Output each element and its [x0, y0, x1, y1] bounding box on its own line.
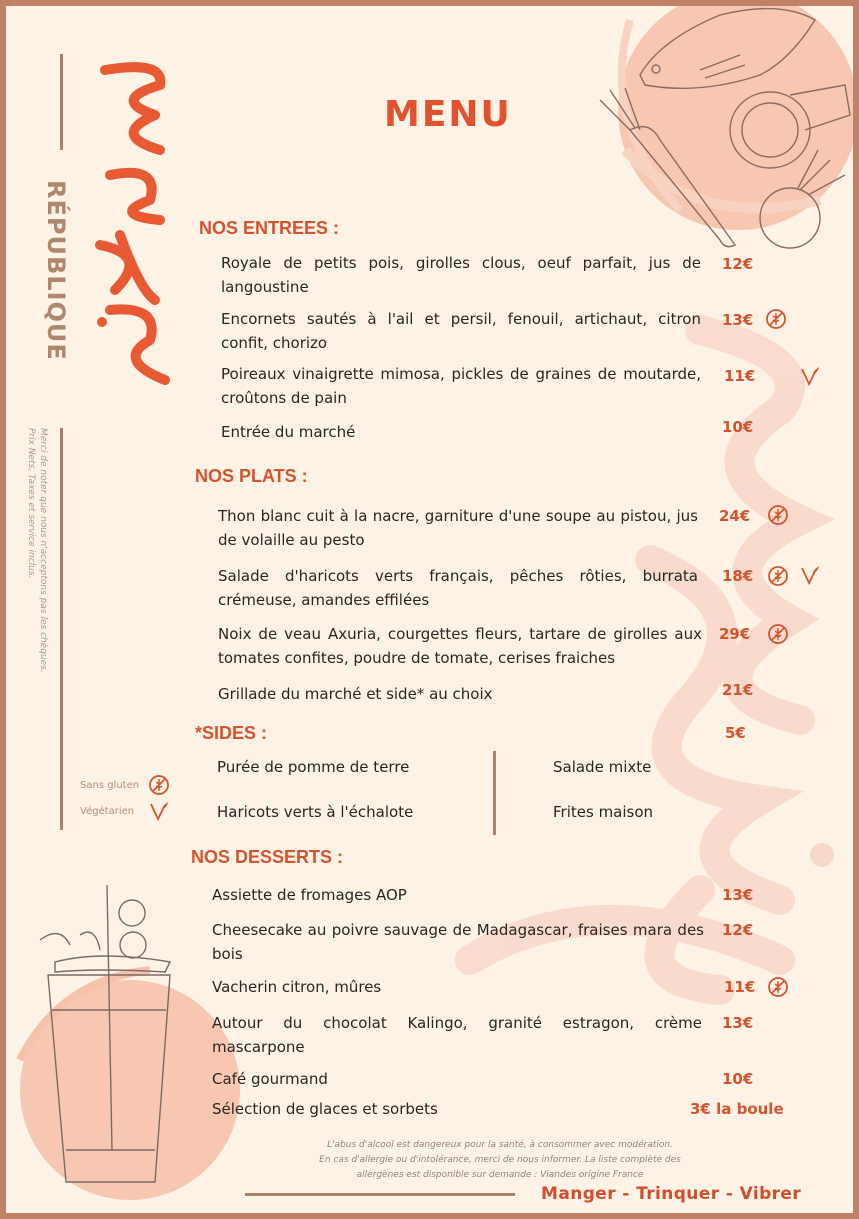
menu-item: Cheesecake au poivre sauvage de Madagascar, fraises mara des bois [212, 921, 704, 963]
menu-item: Autour du chocolat Kalingo, granité estragon, crème mascarpone [212, 1014, 702, 1056]
alcohol-warning: L'abus d'alcool est dangereux pour la santé, à consommer avec modération. [327, 1140, 673, 1150]
side-item: Salade mixte [553, 758, 652, 776]
menu-item: Entrée du marché [221, 423, 356, 441]
vegetarian-leaf-icon [148, 800, 170, 822]
vegetarian-leaf-icon [799, 365, 821, 387]
no-gluten-icon [767, 504, 789, 526]
menu-item: Poireaux vinaigrette mimosa, pickles de graines de moutarde, croûtons de pain [221, 365, 701, 407]
page-title: MENU [384, 94, 512, 135]
item-price: 11€ [724, 978, 756, 996]
menu-item: Royale de petits pois, girolles clous, oeuf parfait, jus de langoustine [221, 254, 701, 296]
section-title-entrees: NOS ENTREES : [199, 218, 340, 238]
menu-item: Café gourmand [212, 1070, 328, 1088]
brand-divider-top [60, 54, 63, 150]
no-gluten-icon [765, 308, 787, 330]
menu-item: Sélection de glaces et sorbets [212, 1100, 438, 1118]
prices-note: Prix Nets, Taxes et service inclus. [26, 428, 36, 579]
item-price: 13€ [722, 1014, 754, 1032]
vegetarian-leaf-icon [799, 564, 821, 586]
payment-note [25, 428, 49, 673]
item-price: 12€ [722, 255, 754, 273]
item-price: 29€ [719, 625, 751, 643]
allergen-list-note: allergènes est disponible sur demande : Viandes origine France [356, 1170, 644, 1180]
legend-label: Végétarien [80, 805, 135, 817]
no-gluten-icon [148, 774, 170, 796]
item-price: 3€ la boule [690, 1100, 784, 1118]
brand-divider-bottom [60, 428, 63, 830]
section-title-desserts: NOS DESSERTS : [191, 847, 344, 867]
no-cheques-note: Merci de noter que nous n'acceptons pas les chèques. [38, 428, 48, 673]
section-title-plats: NOS PLATS : [195, 466, 308, 486]
no-gluten-icon [767, 976, 789, 998]
item-price: 11€ [724, 367, 756, 385]
side-item: Haricots verts à l'échalote [217, 803, 414, 821]
no-gluten-icon [767, 565, 789, 587]
item-price: 21€ [722, 681, 754, 699]
no-gluten-icon [767, 623, 789, 645]
sides-price: 5€ [725, 724, 746, 742]
footer-disclaimer [290, 1138, 710, 1183]
side-item: Purée de pomme de terre [217, 758, 410, 776]
tagline: Manger - Trinquer - Vibrer [541, 1184, 802, 1204]
menu-item: Grillade du marché et side* au choix [218, 685, 493, 703]
item-price: 12€ [722, 921, 754, 939]
menu-item: Salade d'haricots verts français, pêches rôties, burrata crémeuse, amandes effilées [218, 567, 698, 609]
section-title-sides: *SIDES : [195, 723, 268, 743]
legend-gluten-free [80, 774, 170, 796]
item-price: 24€ [719, 507, 751, 525]
item-price: 10€ [722, 1070, 754, 1088]
item-price: 10€ [722, 418, 754, 436]
item-price: 13€ [722, 311, 754, 329]
footer-divider [245, 1193, 515, 1196]
menu-item: Encornets sautés à l'ail et persil, fenouil, artichaut, citron confit, chorizo [221, 310, 701, 352]
menu-item: Thon blanc cuit à la nacre, garniture d'une soupe au pistou, jus de volaille au pesto [218, 507, 698, 549]
allergy-note: En cas d'allergie ou d'intolérance, merci de nous informer. La liste complète des [319, 1155, 681, 1165]
menu-item: Noix de veau Axuria, courgettes fleurs, tartare de girolles aux tomates confites, poudre de tomate, cerises fraiches [218, 625, 702, 667]
brand-logo-script [70, 40, 190, 410]
item-price: 18€ [722, 567, 754, 585]
sides-divider [493, 751, 496, 835]
menu-item: Vacherin citron, mûres [212, 978, 382, 996]
menu-item: Assiette de fromages AOP [212, 886, 407, 904]
item-price: 13€ [722, 886, 754, 904]
side-item: Frites maison [553, 803, 654, 821]
legend-label: Sans gluten [80, 779, 140, 791]
legend-vegetarian [80, 800, 170, 822]
brand-location: RÉPUBLIQUE [42, 180, 70, 361]
